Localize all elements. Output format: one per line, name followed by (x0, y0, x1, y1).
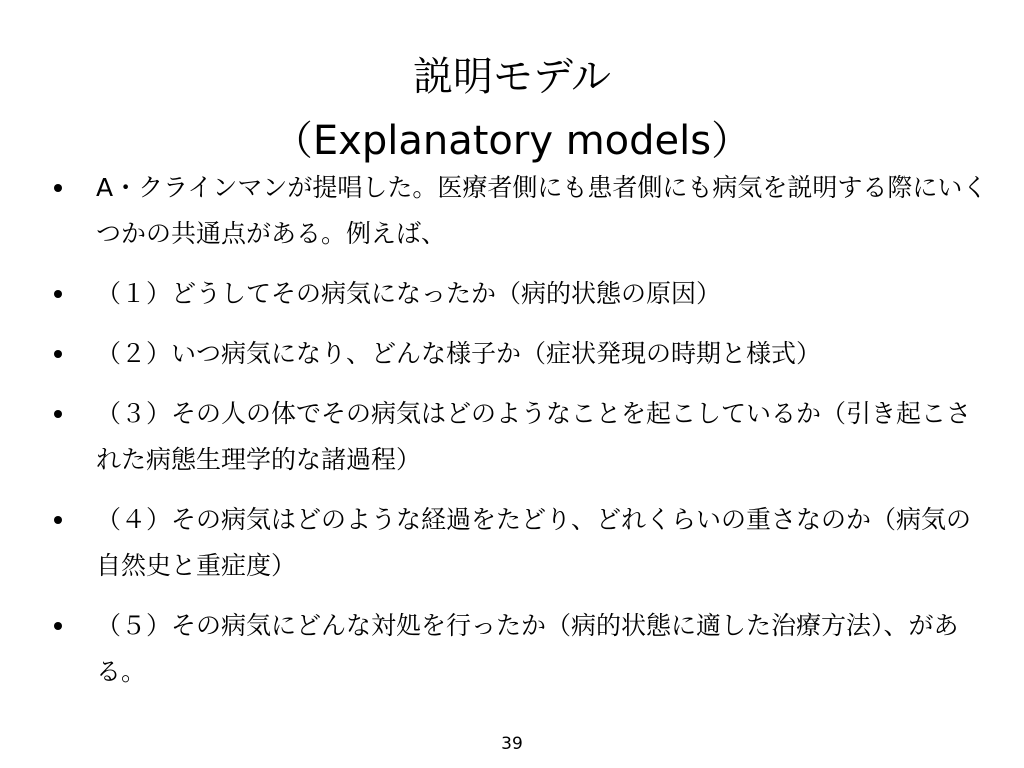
bullet-dot-icon (54, 516, 62, 524)
page-number: 39 (501, 734, 523, 754)
title-line-english: （Explanatory models） (272, 117, 752, 164)
bullet-dot-icon (54, 290, 62, 298)
bullet-dot-icon (54, 350, 62, 358)
bullet-text: （２）いつ病気になり、どんな様子か（症状発現の時期と様式） (96, 339, 822, 368)
bullet-text: A・クラインマンが提唱した。医療者側にも患者側にも病気を説明する際にいくつかの共通点がある。例えば、 (96, 173, 988, 248)
bullet-item (48, 271, 988, 317)
bullet-item (48, 331, 988, 377)
bullet-dot-icon (54, 622, 62, 630)
bullet-item (48, 165, 988, 257)
bullet-dot-icon (54, 410, 62, 418)
slide-title (0, 45, 1024, 173)
bullet-item (48, 497, 988, 589)
bullet-text: （４）その病気はどのような経過をたどり、どれくらいの重さなのか（病気の自然史と重症度） (96, 505, 972, 580)
bullet-text: （５）その病気にどんな対処を行ったか（病的状態に適した治療方法）、がある。 (96, 611, 959, 686)
bullet-dot-icon (54, 184, 62, 192)
bullet-text: （３）その人の体でその病気はどのようなことを起こしているか（引き起こされた病態生理学的な諸過程） (96, 399, 972, 474)
title-line-japanese: 説明モデル (413, 53, 611, 100)
bullet-item (48, 603, 988, 695)
bullet-text: （１）どうしてその病気になったか（病的状態の原因） (96, 279, 722, 308)
bullet-item (48, 391, 988, 483)
bullet-list (48, 165, 988, 709)
